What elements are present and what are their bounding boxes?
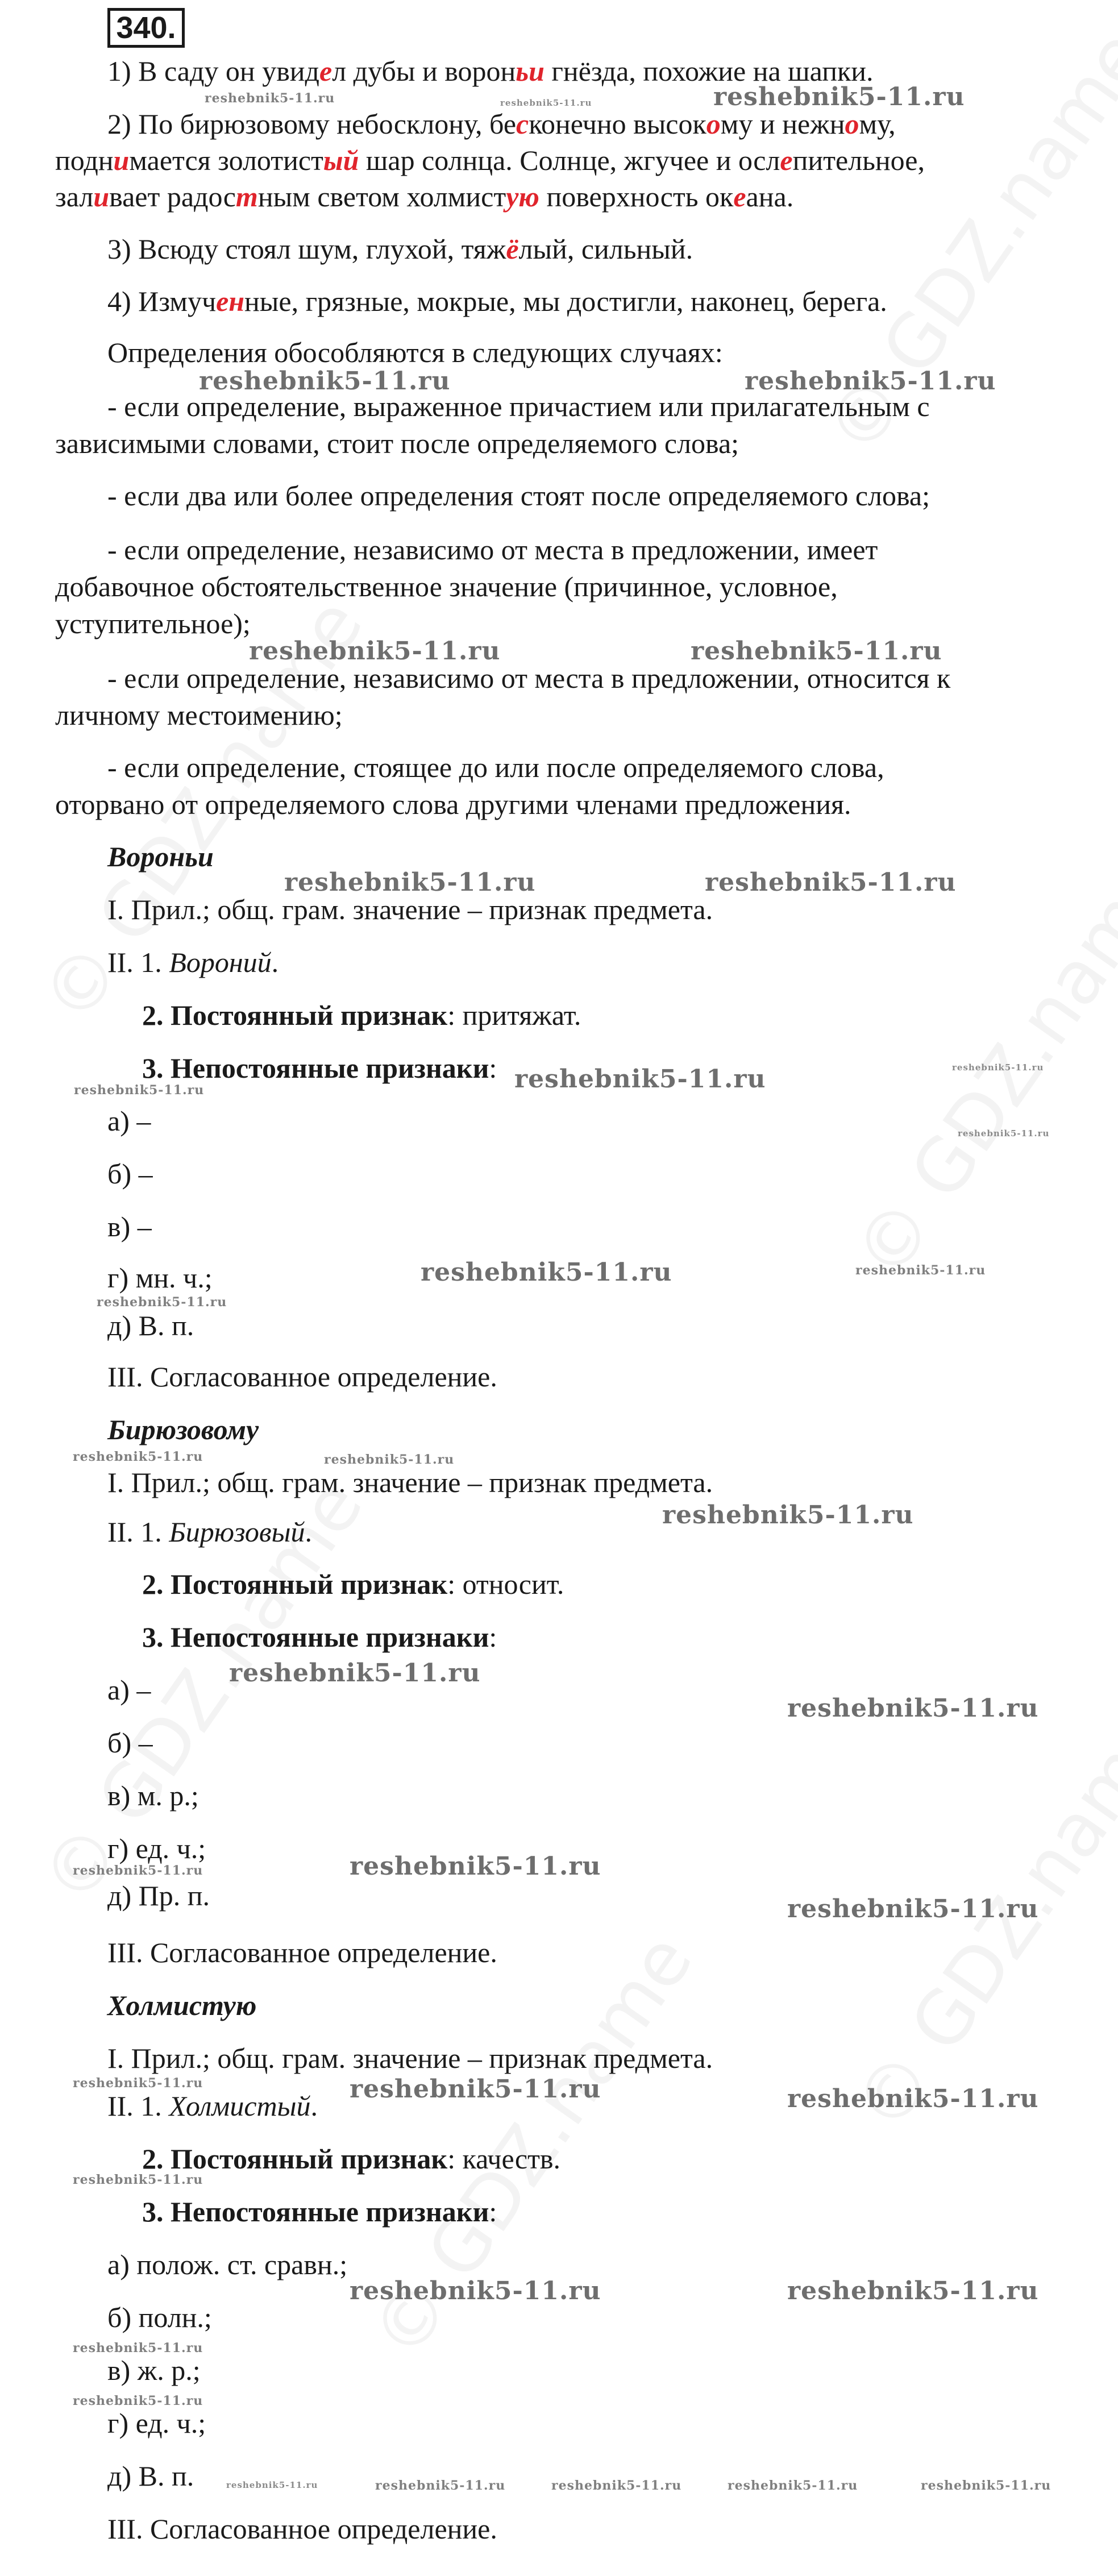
analysis-part-3: III. Согласованное определение. bbox=[107, 2513, 497, 2545]
text-segment: II. 1. bbox=[107, 1516, 169, 1548]
rule-1-line-1: - если определение, выраженное причастием или прилагательным с bbox=[107, 390, 930, 422]
site-watermark: reshebnik5-11.ru bbox=[691, 637, 942, 666]
feature-item: в) м. р.; bbox=[107, 1780, 199, 1811]
text-segment: пительное, bbox=[792, 144, 925, 176]
text-segment: 3) Всюду стоял шум, глухой, тяж bbox=[107, 233, 506, 265]
site-watermark: reshebnik5-11.ru bbox=[921, 2478, 1051, 2493]
site-watermark: reshebnik5-11.ru bbox=[199, 367, 451, 396]
text-segment: конечно высок bbox=[529, 108, 706, 140]
text-segment: : bbox=[489, 1052, 497, 1084]
highlighted-letter: ё bbox=[506, 233, 519, 265]
constant-feature bbox=[142, 2142, 560, 2176]
site-watermark: reshebnik5-11.ru bbox=[249, 637, 501, 666]
site-watermark: reshebnik5-11.ru bbox=[952, 1062, 1044, 1073]
rule-1-line-2: зависимыми словами, стоит после определяемого слова; bbox=[55, 427, 739, 459]
text-segment: . bbox=[305, 1516, 312, 1548]
site-watermark: reshebnik5-11.ru bbox=[350, 2075, 601, 2104]
text-segment: ана. bbox=[746, 181, 794, 213]
feature-item: в) – bbox=[107, 1211, 152, 1243]
initial-form: Холмистый bbox=[169, 2090, 311, 2122]
analysis-part-3: III. Согласованное определение. bbox=[107, 1937, 497, 1968]
feature-item: г) ед. ч.; bbox=[107, 1833, 206, 1864]
site-watermark: reshebnik5-11.ru bbox=[787, 2276, 1039, 2305]
constant-feature-label: 2. Постоянный признак bbox=[142, 999, 448, 1031]
nonconstant-features-heading bbox=[142, 2195, 497, 2229]
text-segment: II. 1. bbox=[107, 946, 169, 978]
site-watermark: reshebnik5-11.ru bbox=[97, 1295, 227, 1310]
text-segment: . bbox=[310, 2090, 318, 2122]
sentence-4 bbox=[107, 284, 887, 318]
site-watermark: reshebnik5-11.ru bbox=[73, 2394, 203, 2408]
highlighted-letter: е bbox=[780, 144, 793, 176]
highlighted-letter: е bbox=[733, 181, 746, 213]
initial-form: Вороний bbox=[169, 946, 272, 978]
site-watermark: reshebnik5-11.ru bbox=[229, 1659, 481, 1688]
highlighted-letter: о bbox=[706, 108, 721, 140]
highlighted-letter: и bbox=[93, 181, 110, 213]
feature-item: д) В. п. bbox=[107, 1310, 194, 1341]
text-segment: : bbox=[489, 1621, 497, 1653]
text-segment: II. 1. bbox=[107, 2090, 169, 2122]
initial-form: Бирюзовый bbox=[169, 1516, 305, 1548]
rule-3-line-1: - если определение, независимо от места в предложении, имеет bbox=[107, 534, 878, 566]
feature-item: д) Пр. п. bbox=[107, 1880, 210, 1912]
site-watermark: reshebnik5-11.ru bbox=[745, 367, 996, 396]
site-watermark: reshebnik5-11.ru bbox=[324, 1452, 455, 1467]
text-segment: 4) Измуч bbox=[107, 285, 217, 317]
constant-feature-value: : притяжат. bbox=[447, 999, 581, 1031]
analysis-part-1: I. Прил.; общ. грам. значение – признак предмета. bbox=[107, 2042, 713, 2074]
highlighted-letter: ен bbox=[216, 285, 245, 317]
nonconstant-features-heading bbox=[142, 1620, 497, 1654]
text-segment: л дубы и ворон bbox=[332, 55, 516, 87]
text-segment: шар солнца. Солнце, жгучее и осл bbox=[359, 144, 780, 176]
text-segment: ным светом холмист bbox=[257, 181, 506, 213]
site-watermark: reshebnik5-11.ru bbox=[350, 2276, 601, 2305]
site-watermark: reshebnik5-11.ru bbox=[73, 2076, 203, 2091]
site-watermark: reshebnik5-11.ru bbox=[205, 91, 335, 106]
site-watermark: reshebnik5-11.ru bbox=[855, 1263, 986, 1278]
text-segment: 2) По бирюзовому небосклону, бе bbox=[107, 108, 517, 140]
site-watermark: reshebnik5-11.ru bbox=[958, 1128, 1050, 1139]
feature-item: б) – bbox=[107, 1727, 153, 1759]
nonconstant-label: 3. Непостоянные признаки bbox=[142, 1621, 489, 1653]
constant-feature-label: 2. Постоянный признак bbox=[142, 2143, 448, 2175]
analysis-part-2 bbox=[107, 1515, 312, 1549]
site-watermark: reshebnik5-11.ru bbox=[787, 1694, 1039, 1723]
site-watermark: reshebnik5-11.ru bbox=[74, 1083, 205, 1098]
feature-item: а) полож. ст. сравн.; bbox=[107, 2249, 348, 2280]
rule-4-line-1: - если определение, независимо от места в предложении, относится к bbox=[107, 662, 951, 694]
nonconstant-features-heading bbox=[142, 1051, 497, 1085]
site-watermark: reshebnik5-11.ru bbox=[73, 1449, 203, 1464]
site-watermark: reshebnik5-11.ru bbox=[284, 868, 536, 897]
analysis-part-1: I. Прил.; общ. грам. значение – признак предмета. bbox=[107, 1466, 713, 1498]
constant-feature-value: : качеств. bbox=[447, 2143, 561, 2175]
highlighted-letter: ый bbox=[323, 144, 359, 176]
site-watermark: reshebnik5-11.ru bbox=[514, 1065, 766, 1094]
sentence-2-line-2 bbox=[55, 143, 925, 177]
text-segment: ные, грязные, мокрые, мы достигли, наконец, берега. bbox=[244, 285, 887, 317]
text-segment: лый, сильный. bbox=[518, 233, 693, 265]
rules-intro: Определения обособляются в следующих случаях: bbox=[107, 336, 723, 368]
highlighted-letter: ую bbox=[506, 181, 539, 213]
nonconstant-label: 3. Непостоянные признаки bbox=[142, 2196, 489, 2228]
site-watermark: reshebnik5-11.ru bbox=[728, 2478, 858, 2493]
text-segment: му, bbox=[859, 108, 896, 140]
site-watermark: reshebnik5-11.ru bbox=[375, 2478, 506, 2493]
rule-2: - если два или более определения стоят после определяемого слова; bbox=[107, 480, 930, 512]
feature-item: д) В. п. bbox=[107, 2460, 194, 2492]
site-watermark: reshebnik5-11.ru bbox=[787, 1894, 1039, 1923]
exercise-number: 340. bbox=[107, 8, 185, 48]
highlighted-letter: т bbox=[235, 181, 258, 213]
site-watermark: reshebnik5-11.ru bbox=[73, 2341, 203, 2355]
constant-feature-label: 2. Постоянный признак bbox=[142, 1568, 448, 1600]
text-segment: зал bbox=[55, 181, 94, 213]
text-segment: гнёзда, похожие на шапки. bbox=[544, 55, 874, 87]
sentence-2-line-3 bbox=[55, 180, 793, 214]
highlighted-letter: и bbox=[113, 144, 130, 176]
site-watermark: reshebnik5-11.ru bbox=[350, 1852, 601, 1881]
text-segment: 1) В саду он увид bbox=[107, 55, 319, 87]
site-watermark: reshebnik5-11.ru bbox=[73, 1863, 203, 1878]
feature-item: б) – bbox=[107, 1158, 153, 1190]
site-watermark: reshebnik5-11.ru bbox=[705, 868, 957, 897]
analysis-word-heading: Вороньи bbox=[107, 841, 214, 872]
site-watermark: reshebnik5-11.ru bbox=[73, 2172, 203, 2187]
rule-4-line-2: личному местоимению; bbox=[55, 699, 343, 731]
feature-item: а) – bbox=[107, 1105, 151, 1137]
site-watermark: reshebnik5-11.ru bbox=[787, 2084, 1039, 2113]
rule-5-line-2: оторвано от определяемого слова другими членами предложения. bbox=[55, 788, 851, 820]
nonconstant-label: 3. Непостоянные признаки bbox=[142, 1052, 489, 1084]
site-watermark: reshebnik5-11.ru bbox=[713, 82, 965, 111]
analysis-word-heading: Бирюзовому bbox=[107, 1414, 259, 1445]
analysis-part-2 bbox=[107, 945, 279, 979]
feature-item: а) – bbox=[107, 1674, 151, 1706]
highlighted-letter: с bbox=[516, 108, 529, 140]
analysis-part-2 bbox=[107, 2089, 318, 2123]
text-segment: му и нежн bbox=[720, 108, 845, 140]
site-watermark: reshebnik5-11.ru bbox=[551, 2478, 682, 2493]
constant-feature bbox=[142, 1567, 564, 1601]
site-watermark: reshebnik5-11.ru bbox=[662, 1501, 914, 1530]
text-segment: вает радос bbox=[109, 181, 236, 213]
analysis-part-1: I. Прил.; общ. грам. значение – признак предмета. bbox=[107, 894, 713, 925]
highlighted-letter: е bbox=[319, 55, 333, 87]
text-segment: поверхность ок bbox=[539, 181, 734, 213]
text-segment: . bbox=[271, 946, 279, 978]
feature-item: б) полн.; bbox=[107, 2301, 212, 2333]
site-watermark: reshebnik5-11.ru bbox=[421, 1258, 672, 1287]
highlighted-letter: о bbox=[845, 108, 859, 140]
feature-item: г) мн. ч.; bbox=[107, 1262, 213, 1294]
constant-feature bbox=[142, 998, 581, 1032]
site-watermark: reshebnik5-11.ru bbox=[226, 2480, 318, 2490]
sentence-3 bbox=[107, 232, 693, 266]
feature-item: в) ж. р.; bbox=[107, 2354, 201, 2386]
text-segment: мается золотист bbox=[129, 144, 323, 176]
analysis-part-3: III. Согласованное определение. bbox=[107, 1361, 497, 1393]
rule-3-line-2: добавочное обстоятельственное значение (причинное, условное, bbox=[55, 571, 838, 603]
analysis-word-heading: Холмистую bbox=[107, 1989, 257, 2021]
site-watermark: reshebnik5-11.ru bbox=[500, 98, 592, 108]
feature-item: г) ед. ч.; bbox=[107, 2407, 206, 2439]
rule-3-line-3: уступительное); bbox=[55, 608, 251, 639]
text-segment: : bbox=[489, 2196, 497, 2228]
sentence-2-line-1 bbox=[107, 107, 896, 141]
highlighted-letter: ьи bbox=[516, 55, 545, 87]
constant-feature-value: : относит. bbox=[447, 1568, 564, 1600]
text-segment: подн bbox=[55, 144, 114, 176]
rule-5-line-1: - если определение, стоящее до или после определяемого слова, bbox=[107, 751, 884, 783]
